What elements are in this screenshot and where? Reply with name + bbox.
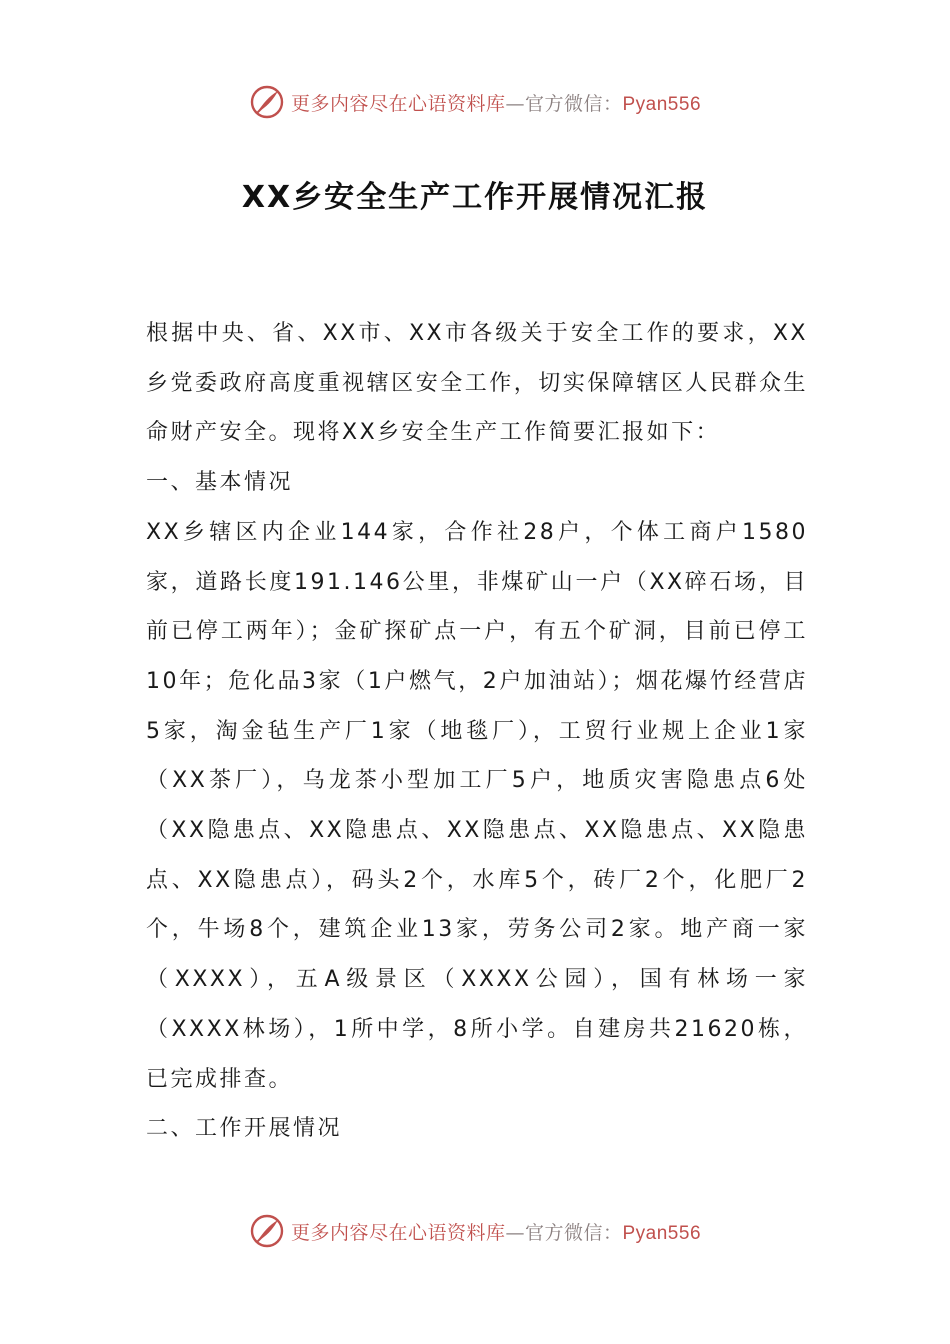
watermark-lead: 更多内容尽在心语资料库 [290, 1221, 506, 1244]
header-watermark [0, 82, 950, 122]
watermark-mid: —官方微信： [505, 92, 623, 115]
document-title: XX乡安全生产工作开展情况汇报 [241, 180, 709, 215]
quill-logo-icon [249, 84, 285, 120]
watermark-account: Pyan556 [622, 1222, 702, 1244]
watermark-text [291, 1218, 701, 1245]
document-body [146, 309, 808, 1154]
section-heading-basic: 一、基本情况 [146, 470, 294, 496]
basic-info-paragraph: XX乡辖区内企业144家，合作社28户，个体工商户1580家，道路长度191.146公里，非煤矿山一户（XX碎石场，目前已停工两年）；金矿探矿点一户，有五个矿洞，目前已停工10年；危化品3家（1户燃气，2户加油站）；烟花爆竹经营店5家，淘金毡生产厂1家（地毯厂），工贸行业规上企业1家（XX茶厂），乌龙茶小型加工厂5户，地质灾害隐患点6处（XX隐患点、XX隐患点、XX隐患点、XX隐患点、XX隐患点、XX隐患点），码头2个，水库5个，砖厂2个，化肥厂2个，牛场8个，建筑企业13家，劳务公司2家。地产商一家（XXXX），五A级景区（XXXX公园），国有林场一家（XXXX林场），1所中学，8所小学。自建房共21620栋，已完成排查。 [146, 519, 808, 1092]
quill-logo-icon [249, 1213, 285, 1249]
footer-watermark [0, 1211, 950, 1251]
watermark-lead: 更多内容尽在心语资料库 [290, 92, 506, 115]
intro-paragraph: 根据中央、省、XX市、XX市各级关于安全工作的要求，XX乡党委政府高度重视辖区安全工作，切实保障辖区人民群众生命财产安全。现将XX乡安全生产工作简要汇报如下： [146, 321, 808, 446]
watermark-mid: —官方微信： [505, 1221, 623, 1244]
watermark-text [291, 89, 701, 116]
watermark-account: Pyan556 [622, 93, 702, 115]
section-heading-work: 二、工作开展情况 [146, 1116, 343, 1142]
